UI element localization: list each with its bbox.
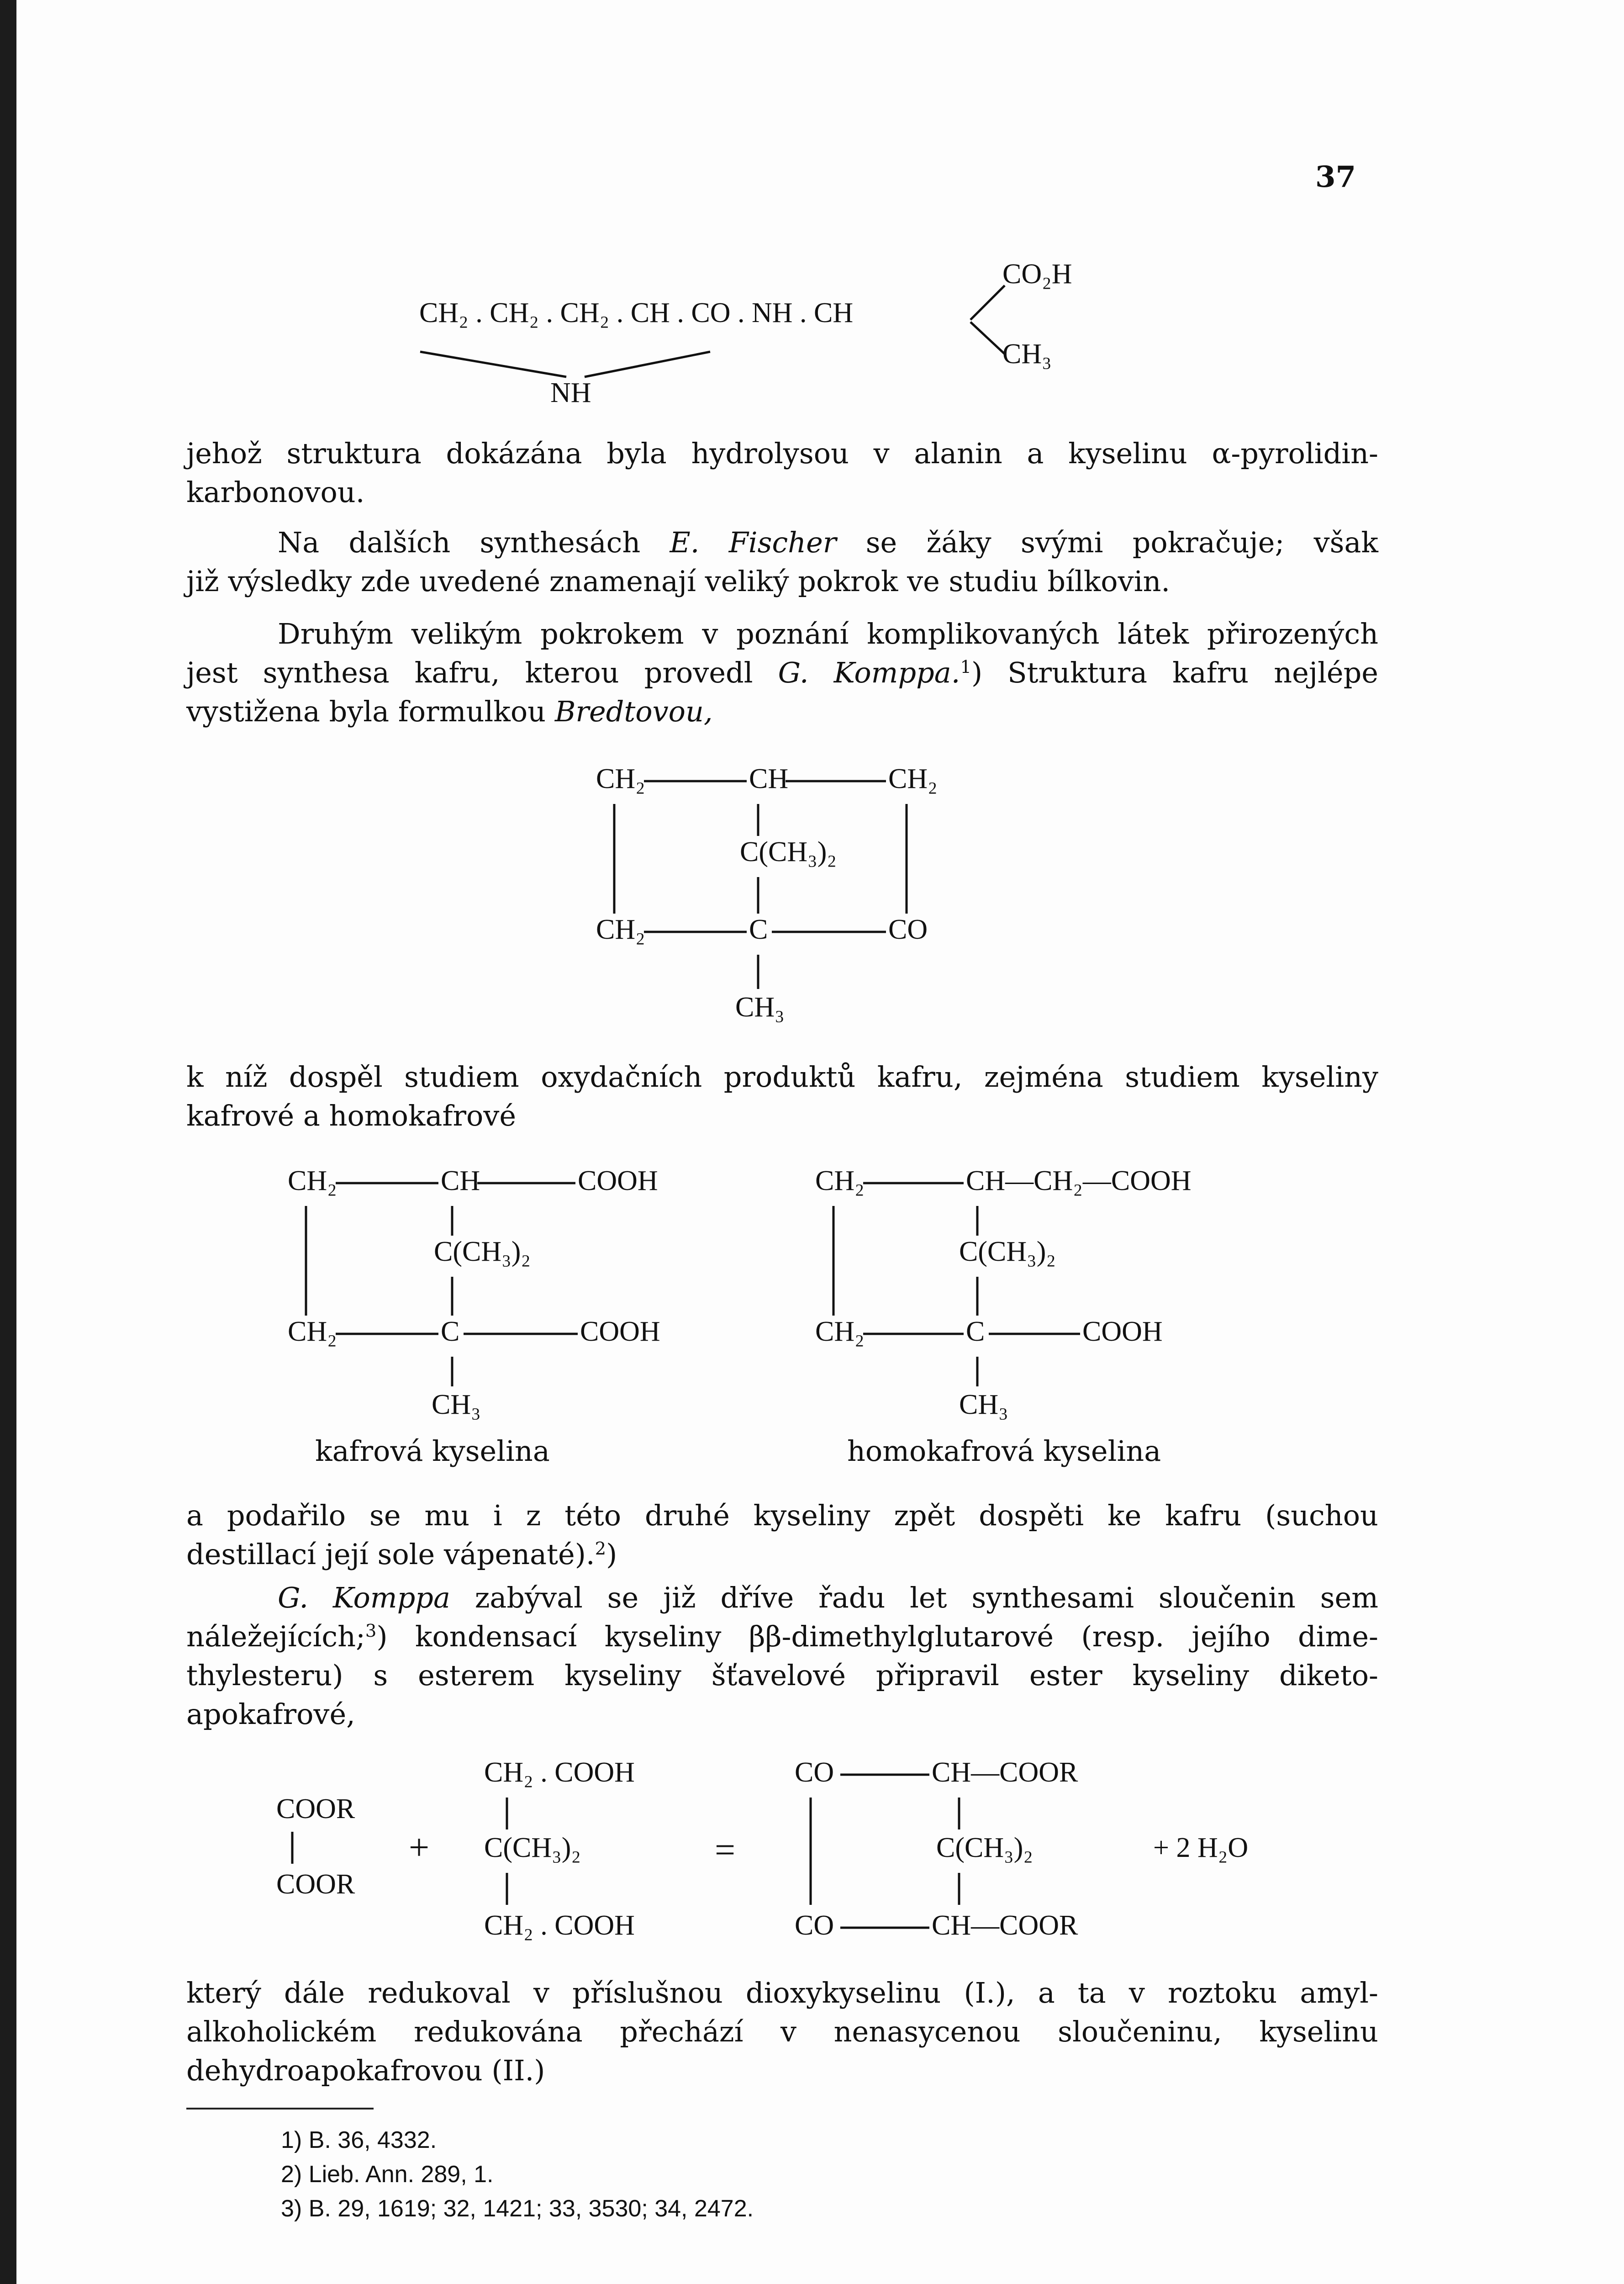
reaction-product-cme2: C(CH₃)₂ <box>936 1832 1033 1863</box>
reaction-water: + 2 H₂O <box>1153 1832 1249 1863</box>
footnote-1: 1) B. 36, 4332. <box>281 2127 437 2153</box>
paragraph-6-line-2: náležejících;$^3$) kondensací kyseliny ββ-dimethylglutarové (resp. jejího dime- <box>186 1620 1378 1653</box>
paragraph-4-line-2: kafrové a homokafrové <box>186 1099 517 1132</box>
reaction-ch-coor-top: CH—COOR <box>932 1757 1078 1788</box>
homocamphoric-chain: CH—CH₂—COOH <box>966 1165 1192 1196</box>
footnote-2: 2) Lieb. Ann. 289, 1. <box>281 2161 494 2188</box>
bond-f1-bridge-left <box>420 352 566 377</box>
paragraph-1-line-2: karbonovou. <box>186 476 365 509</box>
formula1-bridge: NH <box>550 377 591 408</box>
paragraph-7-line-2: alkoholickém redukována přechází v nenasycenou sloučeninu, kyselinu <box>186 2015 1378 2048</box>
camphoric-ch: CH <box>441 1165 480 1196</box>
paragraph-6-line-4: apokafrové, <box>186 1697 355 1731</box>
camphoric-ch3: CH₃ <box>432 1389 481 1420</box>
paragraph-7-line-3: dehydroapokafrovou (II.) <box>186 2054 545 2087</box>
homocamphoric-caption: homokafrová kyselina <box>847 1434 1161 1468</box>
paragraph-5-line-2: destillací její sole vápenaté).$^2$) <box>186 1538 617 1571</box>
paragraph-2-line-2: již výsledky zde uvedené znamenají veliký pokrok ve studiu bílkovin. <box>186 565 1171 598</box>
paragraph-6-line-1: G. Komppa zabýval se již dříve řadu let synthesami sloučenin sem <box>278 1581 1378 1614</box>
footnote-ref-1: 1 <box>960 656 971 677</box>
homocamphoric-c: C <box>966 1316 985 1347</box>
homocamphoric-ch3: CH₃ <box>959 1389 1008 1420</box>
camphor-cme2: C(CH₃)₂ <box>740 836 837 867</box>
bond-f1-upper <box>970 286 1005 320</box>
homocamphoric-ch2-tl: CH₂ <box>815 1165 865 1196</box>
reaction-ch-coor-bottom: CH—COOR <box>932 1910 1078 1941</box>
footnote-ref-3: 3 <box>365 1620 377 1641</box>
camphoric-c: C <box>441 1316 460 1347</box>
reaction-ch2cooh-top: CH₂ . COOH <box>484 1757 635 1788</box>
homocamphoric-cooh-bottom: COOH <box>1082 1316 1163 1347</box>
author-komppa: G. Komppa. <box>778 656 960 689</box>
camphor-ch3: CH₃ <box>735 992 785 1023</box>
camphor-ch2-bl: CH₂ <box>596 914 645 945</box>
reaction-equals: = <box>715 1830 736 1870</box>
camphoric-cooh-top: COOH <box>578 1165 658 1196</box>
footnote-3: 3) B. 29, 1619; 32, 1421; 33, 3530; 34, 2472. <box>281 2195 754 2222</box>
paragraph-4-line-1: k níž dospěl studiem oxydačních produktů kafru, zejména studiem kyseliny <box>186 1060 1378 1094</box>
reaction-co-bottom: CO <box>795 1910 834 1941</box>
camphor-c-bottom: C <box>749 914 768 945</box>
formula1-bottom: CH₃ <box>1002 338 1052 370</box>
camphor-ch2-tr: CH₂ <box>888 763 938 794</box>
reaction-co-top: CO <box>795 1757 834 1788</box>
bond-f1-bridge-right <box>585 352 710 377</box>
paragraph-2-line-1: Na dalších synthesách E. Fischer se žáky svými pokračuje; však <box>278 526 1378 559</box>
formula1-top: CO₂H <box>1002 259 1072 290</box>
camphoric-caption: kafrová kyselina <box>315 1434 550 1468</box>
homocamphoric-ch2-bl: CH₂ <box>815 1316 865 1347</box>
author-komppa-2: G. Komppa <box>278 1581 450 1614</box>
reaction-coor-top: COOR <box>276 1793 355 1824</box>
name-bredt: Bredtovou, <box>554 695 713 728</box>
author-fischer: E. Fischer <box>670 526 837 559</box>
paragraph-3-line-3: vystižena byla formulkou Bredtovou, <box>186 695 713 728</box>
paragraph-7-line-1: který dále redukoval v příslušnou dioxykyselinu (I.), a ta v roztoku amyl- <box>186 1976 1378 2009</box>
paragraph-3-line-2: jest synthesa kafru, kterou provedl G. Komppa.$^1$) Struktura kafru nejlépe <box>186 656 1378 689</box>
formula1-chain: CH₂ . CH₂ . CH₂ . CH . CO . NH . CH <box>419 297 854 328</box>
camphoric-cme2: C(CH₃)₂ <box>434 1236 531 1267</box>
reaction-ch2cooh-bottom: CH₂ . COOH <box>484 1910 635 1941</box>
paragraph-1-line-1: jehož struktura dokázána byla hydrolysou v alanin a kyselinu α-pyrolidin- <box>186 437 1378 470</box>
reaction-plus: + <box>409 1828 430 1868</box>
camphor-ch-top: CH <box>749 763 789 794</box>
camphoric-ch2-bl: CH₂ <box>288 1316 337 1347</box>
bond-f1-lower <box>970 322 1005 354</box>
page-number: 37 <box>1315 160 1356 194</box>
paragraph-5-line-1: a podařilo se mu i z této druhé kyseliny zpět dospěti ke kafru (suchou <box>186 1499 1378 1532</box>
camphoric-ch2-tl: CH₂ <box>288 1165 337 1196</box>
reaction-coor-bottom: COOR <box>276 1869 355 1900</box>
paragraph-3-line-1: Druhým velikým pokrokem v poznání komplikovaných látek přirozených <box>278 617 1378 650</box>
camphoric-cooh-bottom: COOH <box>580 1316 660 1347</box>
homocamphoric-cme2: C(CH₃)₂ <box>959 1236 1056 1267</box>
footnote-ref-2: 2 <box>595 1538 606 1559</box>
reaction-cme2: C(CH₃)₂ <box>484 1832 581 1863</box>
camphor-ch2-tl: CH₂ <box>596 763 645 794</box>
paragraph-6-line-3: thylesteru) s esterem kyseliny šťavelové připravil ester kyseliny diketo- <box>186 1659 1378 1692</box>
camphor-co: CO <box>888 914 928 945</box>
